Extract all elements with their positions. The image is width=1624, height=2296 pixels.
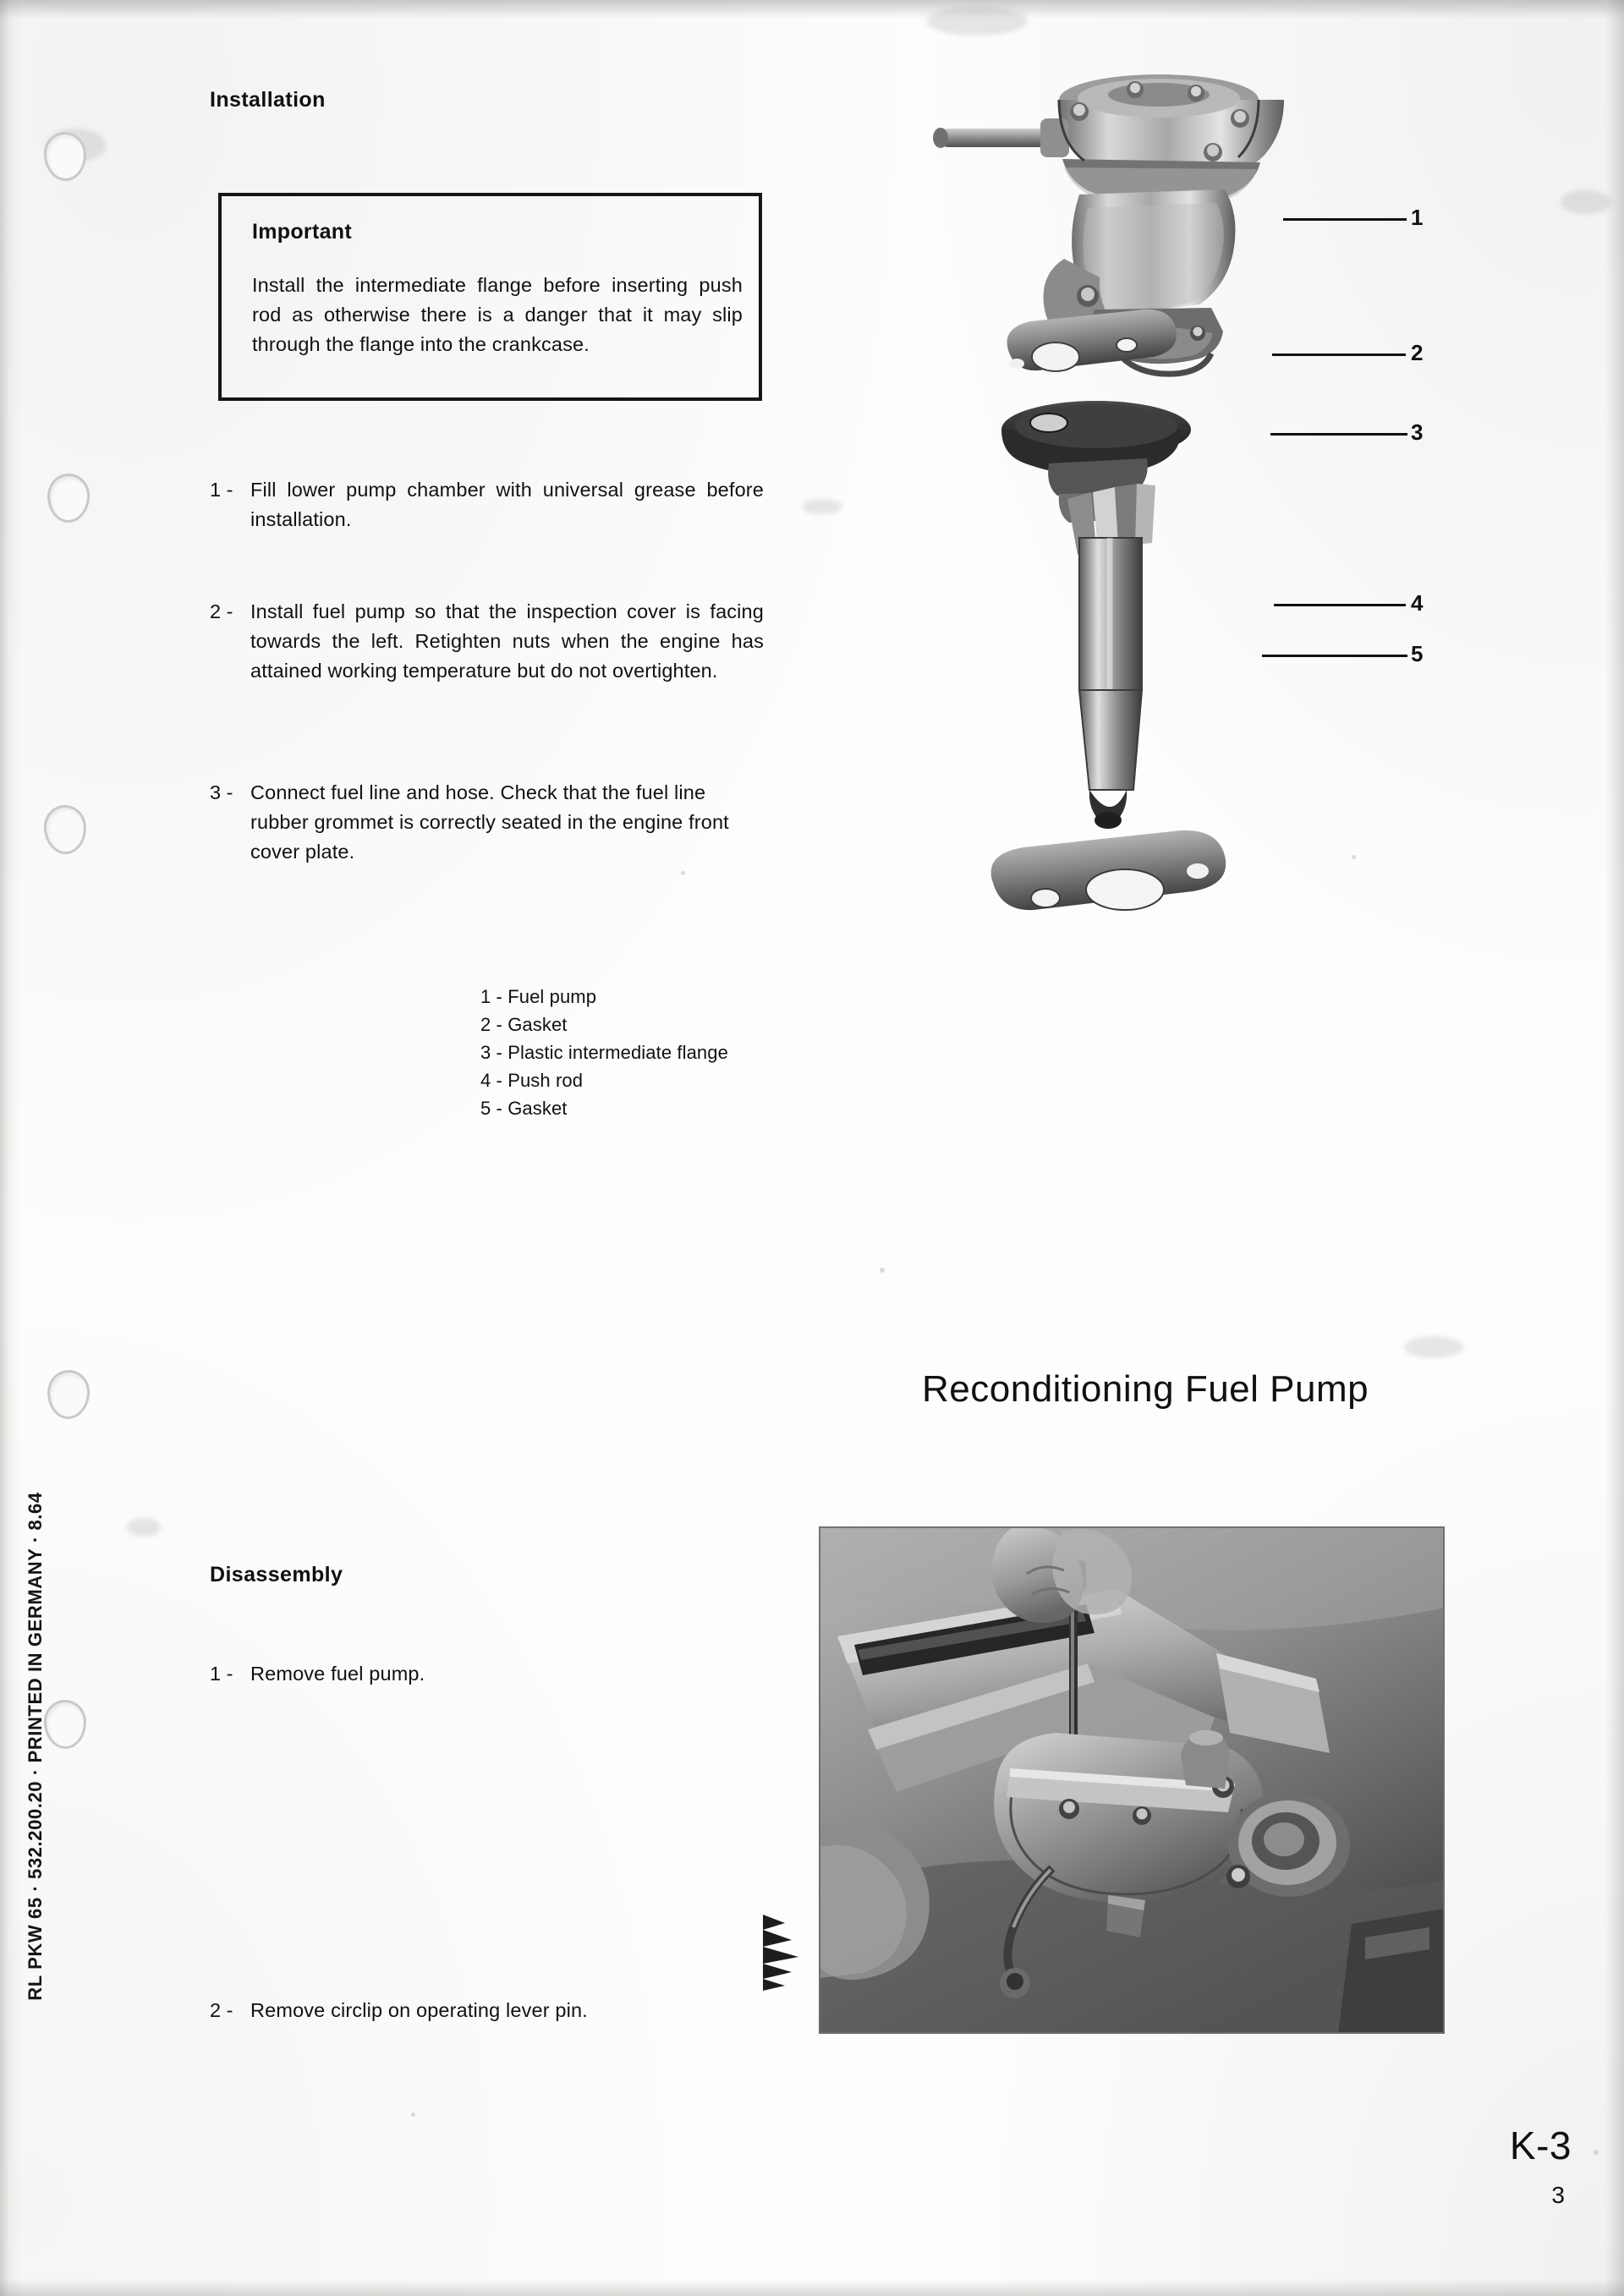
arrow-right-icon [760,1913,805,1992]
callout-number-1: 1 [1411,205,1424,230]
callout-number-5: 5 [1411,641,1424,666]
installation-step-3 [210,778,764,867]
legend-item-label: Gasket [508,1098,568,1119]
legend-item-number: 3 - [480,1042,502,1063]
legend-item-label: Gasket [508,1014,568,1035]
step-number: 2 - [210,600,233,622]
legend-item-label: Fuel pump [508,986,597,1007]
disassembly-step-1 [210,1659,764,1689]
scan-smudge [926,7,1028,36]
step-number: 1 - [210,479,233,501]
legend-item-number: 2 - [480,1014,502,1035]
important-note-box [218,193,762,401]
installation-step-2 [210,597,764,686]
binder-punch-hole [43,1699,87,1750]
legend-item [480,1066,728,1094]
legend-item-label: Plastic intermediate flange [508,1042,728,1063]
binder-punch-hole [43,804,88,856]
step-number: 3 - [210,781,233,803]
parts-legend [480,983,728,1122]
reconditioning-section-title: Reconditioning Fuel Pump [922,1368,1369,1410]
disassembly-step-2 [210,1996,764,2025]
scan-edge-shadow-top [0,0,1624,19]
page-code: K-3 [1509,2123,1572,2167]
legend-item-number: 1 - [480,986,502,1007]
scan-speck [411,2112,415,2117]
scan-speck [1594,2150,1599,2155]
scan-edge-shadow-left [0,0,22,2296]
step-number: 1 - [210,1663,233,1685]
step-text: Remove circlip on operating lever pin. [250,1999,588,2021]
important-note-body: Install the intermediate flange before inserting push rod as otherwise there is a danger that it may slip through the flange into the crankcase. [252,274,743,355]
scan-smudge [802,499,842,514]
disassembly-heading: Disassembly [210,1563,343,1586]
callout-leader-2 [1272,353,1406,356]
part-gasket-lower [991,830,1226,910]
callout-leader-4 [1274,604,1406,606]
installation-step-1 [210,475,764,534]
step-text: Remove fuel pump. [250,1663,425,1685]
part-push-rod [1067,484,1155,829]
legend-item-number: 4 - [480,1070,502,1091]
disassembly-photo-illustration [819,1526,1445,2034]
legend-item [480,1094,728,1122]
callout-leader-5 [1262,655,1407,657]
step-text: Connect fuel line and hose. Check that the fuel line rubber grommet is correctly seated in the engine front cover plate. [250,781,729,863]
step-text: Fill lower pump chamber with universal grease before installation. [250,479,764,530]
spine-imprint-text: RL PKW 65 · 532.200.20 · PRINTED IN GERMANY · 8.64 [25,1492,46,2001]
scan-smudge [1404,1336,1463,1358]
installation-heading: Installation [210,88,326,112]
step-text: Install fuel pump so that the inspection cover is facing towards the left. Retighten nuts when the engine has attained working temperature but do not overtighten. [250,600,764,682]
scan-edge-shadow-right [1605,0,1624,2296]
legend-item-label: Push rod [508,1070,584,1091]
scan-speck [880,1268,885,1273]
callout-number-4: 4 [1411,590,1424,616]
legend-item [480,983,728,1011]
legend-item [480,1011,728,1038]
page-number: 3 [1551,2182,1565,2208]
exploded-diagram-illustration [914,59,1599,1099]
callout-leader-3 [1270,433,1407,436]
callout-number-3: 3 [1411,419,1424,445]
important-note-title: Important [252,220,352,244]
scan-speck [681,871,685,875]
binder-punch-hole [47,473,91,523]
binder-punch-hole [47,1369,91,1421]
step-number: 2 - [210,1999,233,2021]
legend-item-number: 5 - [480,1098,502,1119]
scan-smudge [127,1518,161,1537]
callout-leader-1 [1283,218,1407,221]
callout-number-2: 2 [1411,340,1424,365]
scan-edge-shadow-bottom [0,2279,1624,2296]
legend-item [480,1038,728,1066]
disassembly-photo [819,1526,1445,2034]
exploded-fuel-pump-diagram [914,59,1599,1099]
